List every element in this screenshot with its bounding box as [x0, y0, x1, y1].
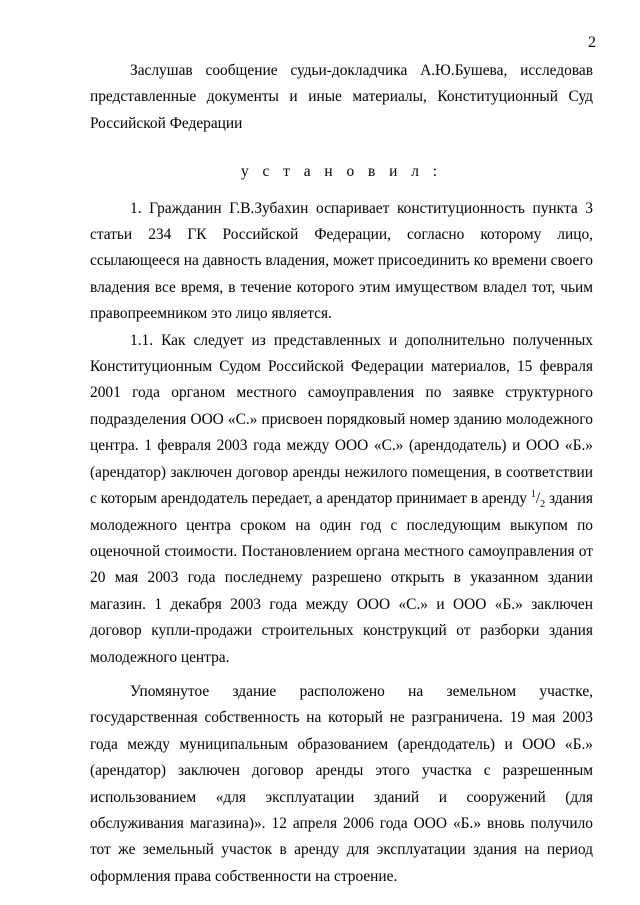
intro-paragraph: Заслушав сообщение судьи-докладчика А.Ю.Бушева, исследовав представленные документы и иные материалы, Конституционный Суд Российской Федерации — [90, 62, 593, 132]
paragraph-building: Упомянутое здание расположено на земельном участке, государственная собственность на который не разграничена. 19 мая 2003 года между муниципальным образованием (арендодатель) и ООО «Б.» (арендатор) заключен договор аренды этого участка с разрешенным использованием «для эксплуатации зданий и сооружений (для обслуживания магазина)». 12 апреля 2006 года ООО «Б.» вновь получило тот же земельный участок в аренду для эксплуатации здания на период оформления права собственности на строение. — [90, 682, 593, 885]
fraction: $^1/_2$ — [530, 488, 546, 511]
paragraph-1-1-text-a: 1.1. Как следует из представленных и дополнительно полученных Конституционным Судом Российской Федерации материалов, 15 февраля 2001 года органом местного самоуправления по заявке структурного подразделения ООО «С.» присвоен порядковый номер зданию молодежного центра. 1 февраля 2003 года между ООО «С.» (арендодатель) и ООО «Б.» (арендатор) заключен договор аренды нежилого помещения, в соответствии с которым арендодатель передает, а арендатор принимает в аренду — [90, 331, 593, 508]
paragraph-1-1 — [90, 328, 593, 671]
paragraph-1: 1. Гражданин Г.В.Зубахин оспаривает конституционность пункта 3 статьи 234 ГК Российской Федерации, согласно которому лицо, ссылающееся на давность владения, может присоединить ко времени своего владения все время, в течение которого этим имуществом владел тот, чьим правопреемником это лицо является. — [90, 199, 593, 323]
fraction-denominator: 2 — [540, 499, 546, 511]
paragraph-1-1-text-b: здания молодежного центра сроком на один год с последующим выкупом по оценочной стоимости. Постановлением органа местного самоуправления от 20 мая 2003 года последнему разрешено открыть в указанном здании магазин. 1 декабря 2003 года между ООО «С.» и ООО «Б.» заключен договор купли-продажи строительных конструкций от разборки здания молодежного центра. — [90, 490, 593, 666]
page-number: 2 — [588, 34, 596, 51]
fraction-numerator: 1 — [530, 488, 536, 500]
ruling-heading: у с т а н о в и л : — [240, 163, 443, 181]
document-body — [90, 58, 593, 890]
